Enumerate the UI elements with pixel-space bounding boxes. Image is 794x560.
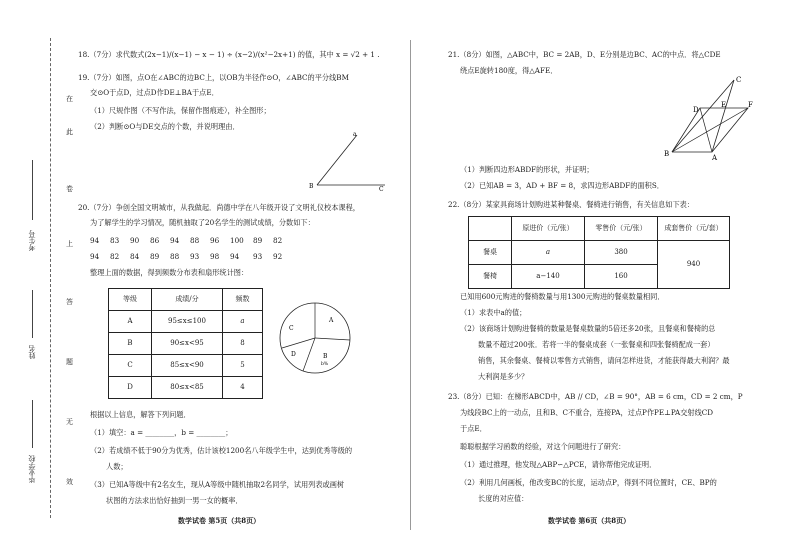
- gutter-char: 效: [66, 478, 73, 486]
- question-19-sub1: （1）尺规作图（不写作法，保留作图痕迹），补全图形；: [90, 106, 271, 115]
- binding-dashed-line: [50, 38, 51, 518]
- pie-chart: [277, 300, 353, 376]
- question-19-line1: 19.（7分）如图，点O在∠ABC的边BC上，以OB为半径作⊙O，∠ABC的平分线BM: [78, 73, 349, 82]
- table-row: C 85≤x<90 5: [109, 355, 263, 377]
- question-20-sub2a: （2）若成绩不低于90分为优秀，估计该校1200名八年级学生中，达到优秀等级的: [90, 446, 353, 455]
- gutter-char: 卷: [66, 185, 73, 193]
- table-header: 频数: [223, 289, 263, 311]
- question-23-line2: 为线段BC上的一动点，且和B、C不重合，连接PA，过点P作PE⊥PA交射线CD: [460, 408, 714, 417]
- question-23-line4: 聪聪根据学习函数的经验，对这个问题进行了研究：: [460, 442, 626, 451]
- page-separator: [410, 40, 411, 530]
- pie-label-d: D: [291, 351, 296, 358]
- label-b: B: [309, 183, 314, 190]
- label-e: E: [721, 101, 727, 109]
- question-20-line4: 根据以上信息，解答下列问题．: [90, 410, 191, 419]
- pie-label-c: C: [289, 325, 294, 332]
- frequency-table: [108, 288, 263, 399]
- question-23-line3: 于点E．: [460, 424, 487, 433]
- label-a: A: [712, 154, 718, 162]
- table-row: B 90≤x<95 8: [109, 333, 263, 355]
- parallelogram-figure: [660, 74, 760, 164]
- set-price-cell: 940: [658, 241, 730, 289]
- question-23-line1: 23.（8分）已知：在梯形ABCD中，AB // CD，∠B = 90°，AB = 6 cm，CD = 2 cm，P: [448, 392, 743, 401]
- school-label: 毕业学校: [28, 455, 36, 483]
- name-label: 姓名: [28, 345, 36, 359]
- gutter-char: 上: [66, 240, 73, 248]
- label-c: C: [736, 76, 742, 84]
- question-22-sub1: （1）求表中a的值；: [460, 308, 527, 317]
- table-header: 等级: [109, 289, 152, 311]
- question-22-line2: 已知用600元购进的餐椅数量与用1300元购进的餐桌数量相同．: [460, 292, 665, 301]
- question-23-sub1: （1）通过推理，他发现△ABP∽△PCE，请你帮他完成证明．: [460, 460, 657, 469]
- table-header: 零售价（元/张）: [585, 217, 658, 241]
- pie-label-a: A: [329, 317, 334, 324]
- table-row: 餐椅 a−140 160: [469, 265, 730, 289]
- question-22-sub2b: 数量不超过200张．若将一半的餐桌成套（一张餐桌和四张餐椅配成一套）: [478, 340, 715, 349]
- table-row: D 80≤x<85 4: [109, 377, 263, 399]
- pie-label-b: B: [323, 353, 328, 360]
- angle-figure: [305, 130, 395, 192]
- table-row: 餐桌 a 380 940: [469, 241, 730, 265]
- table-header: 原进价（元/张）: [512, 217, 585, 241]
- question-21-sub2: （2）已知AB = 3，AD + BF = 8，求四边形ABDF的面积S．: [460, 181, 664, 190]
- question-18: 18.（7分）求代数式(2x−1)/(x−1) − x − 1) ÷ (x−2)/(x²−2x+1) 的值，其中 x = √2 + 1 .: [78, 50, 380, 59]
- question-20-sub3a: （3）已知A等级中有2名女生，现从A等级中随机抽取2名同学，试用列表或画树: [90, 480, 345, 489]
- question-21-line2: 绕点E旋转180度，得△AFE．: [460, 66, 558, 75]
- question-22-sub2c: 销售，其余餐桌、餐椅以零售方式销售，请问怎样进货，才能获得最大利润？最: [478, 356, 730, 365]
- page-footer-right: 数学试卷 第6页（共8页）: [548, 516, 631, 525]
- question-21-line1: 21.（8分）如图，△ABC中，BC = 2AB，D、E分别是边BC、AC的中点．将△CDE: [448, 50, 721, 59]
- examinee-number-label: 考生号: [28, 230, 36, 251]
- school-blank: [32, 400, 33, 448]
- question-22-line1: 22.（8分）某家具商场计划购进某种餐桌、餐椅进行销售，有关信息如下表：: [448, 200, 695, 209]
- question-22-sub2d: 大利润是多少？: [478, 372, 529, 381]
- question-20-line3: 整理上面的数据，得到频数分布表和扇形统计图：: [90, 268, 249, 277]
- table-header: 成绩/分: [152, 289, 223, 311]
- question-21-sub1: （1）判断四边形ABDF的形状，并证明；: [460, 165, 594, 174]
- label-c: C: [379, 186, 384, 192]
- gutter-char: 无: [66, 418, 73, 426]
- page-footer-left: 数学试卷 第5页（共8页）: [178, 516, 261, 525]
- question-20-sub2b: 人数；: [106, 462, 128, 471]
- question-19-line2: 交⊙O于点D，过点D作DE⊥BA于点E．: [90, 88, 219, 97]
- label-d: D: [693, 106, 699, 114]
- name-blank: [32, 290, 33, 338]
- price-table: [468, 216, 730, 289]
- gutter-char: 在: [66, 95, 73, 103]
- question-23-sub2b: 长度的对应值：: [478, 494, 529, 503]
- label-f: F: [748, 101, 753, 109]
- question-20-line2: 为了解学生的学习情况，随机抽取了20名学生的测试成绩，分数如下：: [90, 218, 315, 227]
- question-23-sub2a: （2）利用几何画板，他改变BC的长度，运动点P，得到不同位置时，CE、BP的: [460, 478, 717, 487]
- question-20-sub1: （1）填空：a = ________，b = ________；: [90, 428, 233, 437]
- question-22-sub2a: （2）该商场计划购进餐椅的数量是餐桌数量的5倍还多20张，且餐桌和餐椅的总: [460, 324, 716, 333]
- gutter-char: 此: [66, 128, 73, 136]
- label-a: a: [353, 131, 357, 138]
- label-b: B: [664, 150, 670, 158]
- table-row: A 95≤x≤100 a: [109, 311, 263, 333]
- gutter-char: 答: [66, 298, 73, 306]
- examinee-number-blank: [32, 160, 33, 220]
- table-header: 成套售价（元/套）: [658, 217, 730, 241]
- gutter-char: 题: [66, 358, 73, 366]
- question-20-line1: 20.（7分）争创全国文明城市，从我做起．尚德中学在八年级开设了文明礼仪校本课程，: [78, 203, 360, 212]
- question-20-sub3b: 状图的方法求出恰好抽到一男一女的概率．: [106, 496, 243, 505]
- question-19-sub2: （2）判断⊙O与DE交点的个数，并说明理由．: [90, 122, 240, 131]
- pie-label-b-pct: b%: [321, 362, 329, 367]
